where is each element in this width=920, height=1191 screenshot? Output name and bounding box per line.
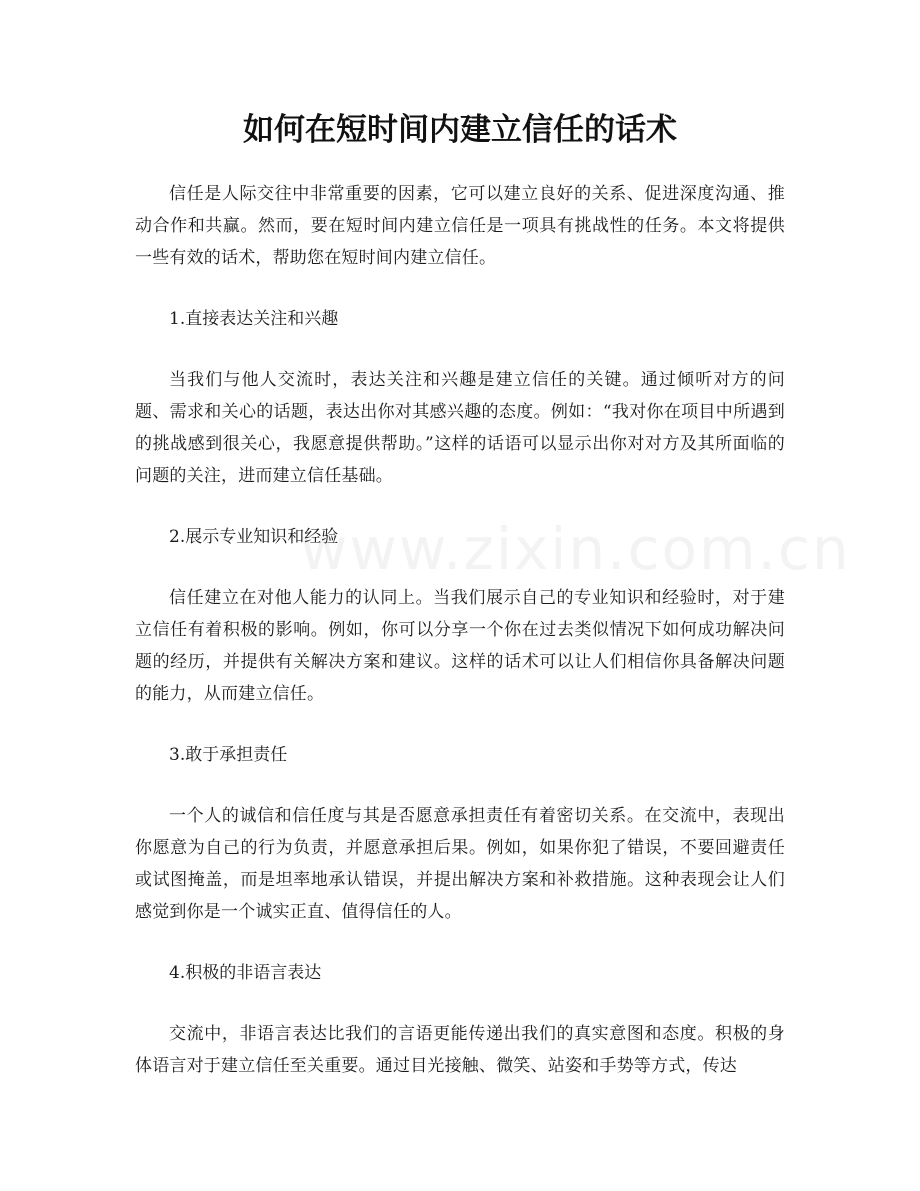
section-paragraph-3: 一个人的诚信和信任度与其是否愿意承担责任有着密切关系。在交流中，表现出你愿意为自己的行为负责，并愿意承担后果。例如，如果你犯了错误，不要回避责任或试图掩盖，而是坦率地承认错误，并提出解决方案和补救措施。这种表现会让人们感觉到你是一个诚实正直、值得信任的人。 — [135, 806, 785, 922]
document-title: 如何在短时间内建立信任的话术 — [243, 112, 677, 148]
intro-paragraph: 信任是人际交往中非常重要的因素，它可以建立良好的关系、促进深度沟通、推动合作和共赢。然而，要在短时间内建立信任是一项具有挑战性的任务。本文将提供一些有效的话术，帮助您在短时间内建立信任。 — [135, 184, 785, 268]
section-paragraph-1: 当我们与他人交流时，表达关注和兴趣是建立信任的关键。通过倾听对方的问题、需求和关心的话题，表达出你对其感兴趣的态度。例如：“我对你在项目中所遇到的挑战感到很关心，我愿意提供帮助。”这样的话语可以显示出你对对方及其所面临的问题的关注，进而建立信任基础。 — [135, 370, 785, 486]
section-heading-3: 3.敢于承担责任 — [169, 745, 288, 765]
section-paragraph-2: 信任建立在对他人能力的认同上。当我们展示自己的专业知识和经验时，对于建立信任有着积极的影响。例如，你可以分享一个你在过去类似情况下如何成功解决问题的经历，并提供有关解决方案和建议。这样的话术可以让人们相信你具备解决问题的能力，从而建立信任。 — [135, 588, 785, 704]
section-heading-2: 2.展示专业知识和经验 — [169, 527, 339, 547]
section-paragraph-4: 交流中，非语言表达比我们的言语更能传递出我们的真实意图和态度。积极的身体语言对于建立信任至关重要。通过目光接触、微笑、站姿和手势等方式，传达 — [135, 1024, 785, 1076]
watermark: www.zixin.com.cn — [300, 515, 851, 583]
section-heading-1: 1.直接表达关注和兴趣 — [169, 309, 339, 329]
document-body — [135, 178, 851, 1111]
section-heading-4: 4.积极的非语言表达 — [169, 963, 322, 983]
